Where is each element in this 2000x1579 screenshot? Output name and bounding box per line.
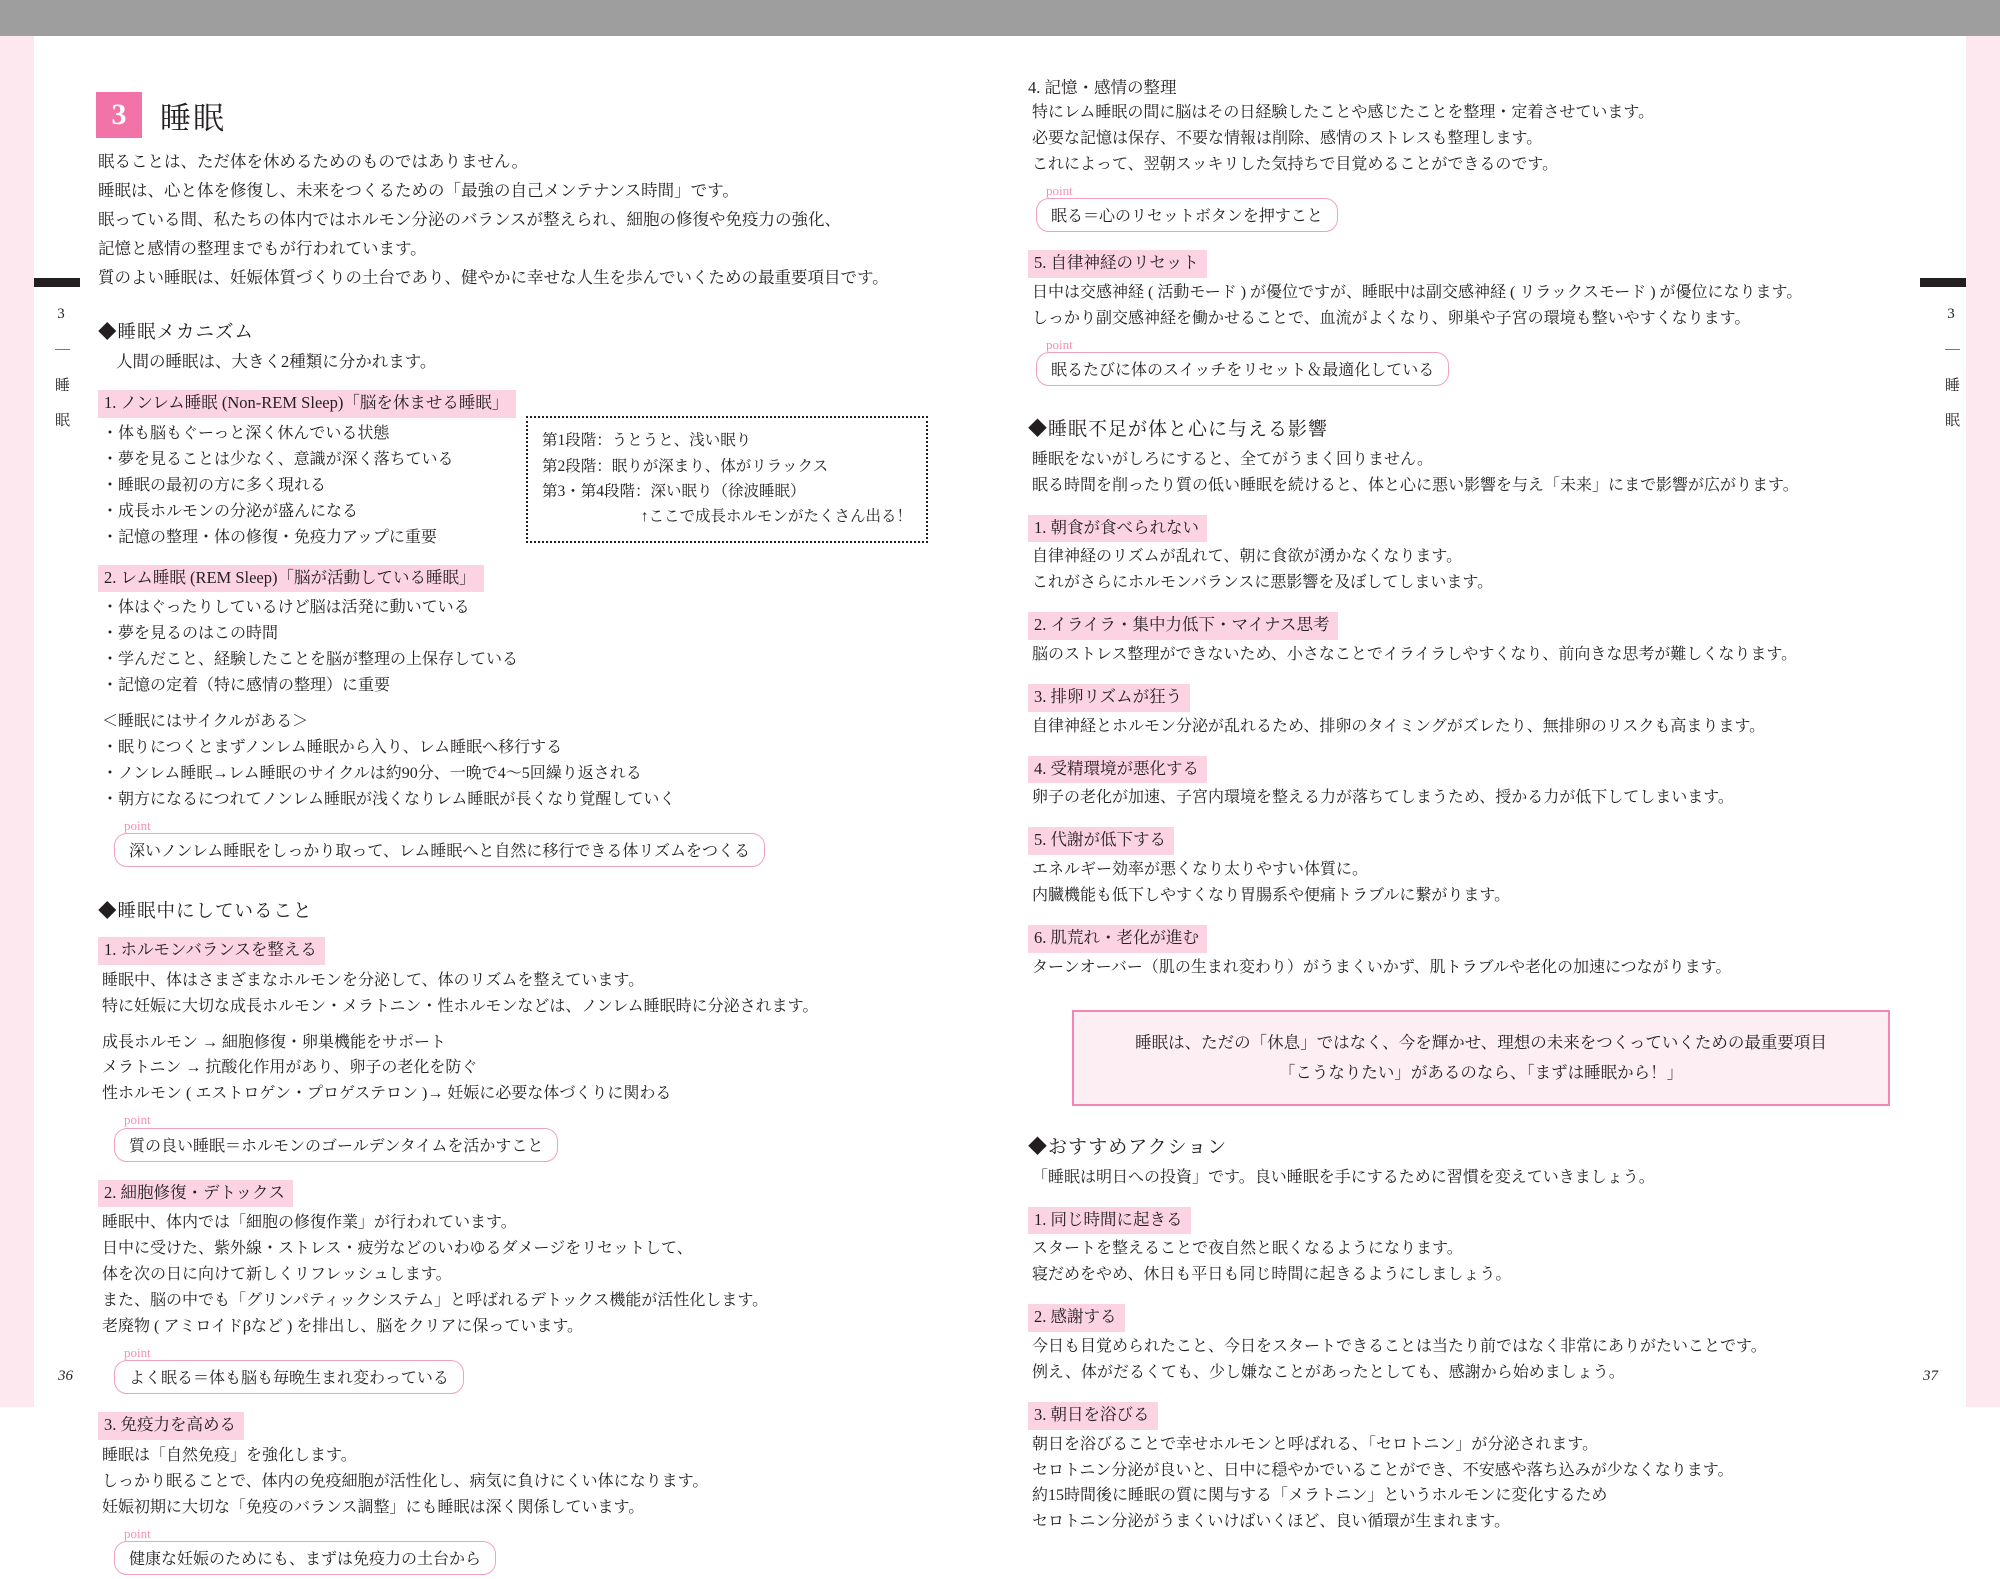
lead-line: 睡眠は、心と体を修復し、未来をつくるための「最強の自己メンテナンス時間」です。 — [98, 180, 739, 200]
section-autonomic — [1028, 250, 1920, 388]
point-text: よく眠る＝体も脳も毎晩生まれ変わっている — [114, 1360, 464, 1394]
text-line: 体を次の日に向けて新しくリフレッシュします。 — [102, 1266, 452, 1284]
cycle-block — [102, 709, 964, 813]
chapter-heading — [96, 92, 964, 138]
text-line: 睡眠は「自然免疫」を強化します。 — [102, 1446, 357, 1464]
right-page-tab: 3 ｜ 睡 眠 — [1943, 306, 1959, 429]
text-line: しっかり副交感神経を働かせることで、血流がよくなり、卵巣や子宮の環境も整いやすくなります。 — [1032, 309, 1751, 327]
text-line: 例え、体がだるくても、少し嫌なことがあったとしても、感謝から始めましょう。 — [1032, 1363, 1625, 1381]
point-callout — [114, 1527, 496, 1575]
subheading-detox-wrap — [98, 1180, 964, 1208]
bullet: ・朝方になるにつれてノンレム睡眠が浅くなりレム睡眠が長くなり覚醒していく — [102, 790, 676, 808]
text-line: また、脳の中でも「グリンパティックシステム」と呼ばれるデトックス機能が活性化します。 — [102, 1292, 769, 1310]
text-line: 老廃物 ( アミロイドβなど ) を排出し、脳をクリアに保っています。 — [102, 1317, 584, 1335]
text-line: 卵子の老化が加速、子宮内環境を整える力が落ちてしまうため、授かる力が低下してしまいます。 — [1032, 789, 1734, 807]
subheading-lack-5: 5. 代謝が低下する — [1028, 827, 1174, 855]
action-intro — [1032, 1165, 1920, 1191]
text-line: 必要な記憶は保存、不要な情報は削除、感情のストレスも整理します。 — [1032, 129, 1543, 147]
text-line: 内臓機能も低下しやすくなり胃腸系や便痛トラブルに繋がります。 — [1032, 886, 1511, 904]
lack-item — [1028, 925, 1920, 981]
point-callout — [1036, 338, 1449, 386]
subheading-rem: 2. レム睡眠 (REM Sleep)「脳が活動している睡眠」 — [98, 565, 484, 593]
text-line: 日中は交感神経 ( 活動モード ) が優位ですが、睡眠中は副交感神経 ( リラックスモード ) が優位になります。 — [1032, 283, 1803, 301]
text-line: 特にレム睡眠の間に脳はその日経験したことや感じたことを整理・定着させています。 — [1032, 104, 1655, 121]
left-page-tab: 3 ｜ 睡 眠 — [53, 306, 69, 429]
text-line: 性ホルモン ( エストロゲン・プロゲステロン )→ 妊娠に必要な体づくりに関わる — [102, 1085, 672, 1103]
left-page — [34, 36, 1000, 1568]
text-line: これがさらにホルモンバランスに悪影響を及ぼしてしまいます。 — [1032, 574, 1494, 592]
bullet: ・記憶の定着（特に感情の整理）に重要 — [102, 677, 391, 695]
highlight-box — [1072, 1010, 1890, 1105]
section-heading-mechanism: ◆睡眠メカニズム — [98, 323, 255, 344]
bullet: ・記憶の整理・体の修復・免疫力アップに重要 — [102, 528, 437, 546]
stage-line: 第3・第4段階：深い眠り（徐波睡眠） — [542, 482, 806, 500]
detox-lines — [102, 1210, 964, 1340]
point-label: point — [124, 1344, 151, 1360]
subheading-detox: 2. 細胞修復・デトックス — [98, 1180, 293, 1208]
subheading-immunity: 3. 免疫力を高める — [98, 1412, 244, 1440]
subheading-autonomic-wrap — [1028, 250, 1920, 278]
text-line: 睡眠をないがしろにすると、全てがうまく回りません。 — [1032, 450, 1433, 468]
lack-6-lines — [1032, 955, 1920, 981]
bullet: ・眠りにつくとまずノンレム睡眠から入り、レム睡眠へ移行する — [102, 738, 563, 756]
text-line: しっかり眠ることで、体内の免疫細胞が活性化し、病気に負けにくい体になります。 — [102, 1472, 709, 1490]
section-heading-during: ◆睡眠中にしていること — [98, 902, 313, 922]
subheading-nonrem-wrap — [98, 390, 964, 418]
text-line: 今日も目覚められたこと、今日をスタートできることは当たり前ではなく非常にありがたいことです。 — [1032, 1338, 1767, 1356]
cycle-title: ＜睡眠にはサイクルがある＞ — [102, 713, 309, 731]
lack-3-lines — [1032, 714, 1920, 740]
subheading-autonomic: 5. 自律神経のリセット — [1028, 250, 1207, 278]
text-line: 寝だめをやめ、休日も平日も同じ時間に起きるようにしましょう。 — [1032, 1266, 1512, 1284]
lack-item — [1028, 684, 1920, 740]
hormone-extra-lines — [102, 1030, 964, 1108]
bullet: ・夢を見るのはこの時間 — [102, 625, 279, 643]
right-page — [1000, 36, 1966, 1531]
subheading-immunity-wrap — [98, 1412, 964, 1440]
section-sub-mechanism: 人間の睡眠は、大きく2種類に分かれます。 — [116, 352, 437, 372]
lack-2-lines — [1032, 642, 1920, 668]
subheading-hormone-wrap — [98, 937, 964, 965]
subheading-action-3: 3. 朝日を浴びる — [1028, 1402, 1158, 1430]
right-tab-bar — [1920, 278, 1966, 287]
lack-4-lines — [1032, 785, 1920, 811]
stage-line: 第2段階：眠りが深まり、体がリラックス — [542, 457, 829, 475]
lead-line: 眠ることは、ただ体を休めるためのものではありません。 — [98, 152, 528, 171]
text-line: メラトニン → 抗酸化作用があり、卵子の老化を防ぐ — [102, 1059, 478, 1077]
lack-item — [1028, 756, 1920, 812]
text-line: 睡眠中、体内では「細胞の修復作業」が行われています。 — [102, 1214, 517, 1232]
memory-lines — [1032, 100, 1920, 178]
text-line: 日中に受けた、紫外線・ストレス・疲労などのいわゆるダメージをリセットして、 — [102, 1240, 693, 1258]
point-text: 質の良い睡眠＝ホルモンのゴールデンタイムを活かすこと — [114, 1128, 558, 1162]
lead-line: 質のよい睡眠は、妊娠体質づくりの土台であり、健やかに幸せな人生を歩んでいくための最重要項目です。 — [98, 267, 889, 287]
text-line: 眠る時間を削ったり質の低い睡眠を続けると、体と心に悪い影響を与え「未来」にまで影響が広がります。 — [1032, 476, 1799, 494]
action-1-lines — [1032, 1236, 1920, 1288]
page-number-left: 36 — [58, 1368, 73, 1384]
page-number-right: 37 — [1923, 1368, 1938, 1384]
highlight-line: 睡眠は、ただの「休息」ではなく、今を輝かせ、理想の未来をつくっていくための最重要項目 — [1135, 1033, 1827, 1053]
immunity-lines — [102, 1443, 964, 1521]
text-line: ターンオーバー（肌の生まれ変わり）がうまくいかず、肌トラブルや老化の加速につながります。 — [1032, 958, 1732, 976]
lack-item — [1028, 515, 1920, 597]
text-line: 特に妊娠に大切な成長ホルモン・メラトニン・性ホルモンなどは、ノンレム睡眠時に分泌されます。 — [102, 997, 819, 1015]
point-callout — [114, 1346, 464, 1394]
text-line: セロトニン分泌が良いと、日中に穏やかでいることができ、不安感や落ち込みが少なくなります。 — [1032, 1461, 1734, 1479]
text-line: スタートを整えることで夜自然と眠くなるようになります。 — [1032, 1240, 1463, 1258]
left-tab-bar — [34, 278, 80, 287]
point-label: point — [1046, 336, 1073, 352]
chapter-title: 睡眠 — [160, 100, 226, 136]
subheading-action-2: 2. 感謝する — [1028, 1304, 1125, 1332]
hormone-lines — [102, 968, 964, 1020]
lack-intro — [1032, 447, 1920, 499]
bullet: ・睡眠の最初の方に多く現れる — [102, 476, 327, 494]
text-line: 睡眠中、体はさまざまなホルモンを分泌して、体のリズムを整えています。 — [102, 971, 645, 989]
lead-paragraph — [98, 148, 964, 292]
lead-line: 記憶と感情の整理までもが行われています。 — [98, 238, 427, 258]
action-item — [1028, 1207, 1920, 1289]
text-line: 約15時間後に睡眠の質に関与する「メラトニン」というホルモンに変化するため — [1032, 1487, 1608, 1505]
text-line: セロトニン分泌がうまくいけばいくほど、良い循環が生まれます。 — [1032, 1513, 1511, 1531]
subheading-nonrem: 1. ノンレム睡眠 (Non-REM Sleep)「脳を休ませる睡眠」 — [98, 390, 516, 418]
autonomic-lines — [1032, 280, 1920, 332]
bullet: ・体はぐったりしているけど脳は活発に動いている — [102, 599, 470, 617]
action-item — [1028, 1304, 1920, 1386]
lack-5-lines — [1032, 857, 1920, 909]
bullet: ・成長ホルモンの分泌が盛んになる — [102, 502, 359, 520]
action-item — [1028, 1402, 1920, 1535]
point-text: 眠るたびに体のスイッチをリセット＆最適化している — [1036, 352, 1449, 386]
text-line: 自律神経のリズムが乱れて、朝に食欲が湧かなくなります。 — [1032, 548, 1463, 566]
text-line: 脳のストレス整理ができないため、小さなことでイライラしやすくなり、前向きな思考が難しくなります。 — [1032, 646, 1798, 663]
text-line: エネルギー効率が悪くなり太りやすい体質に。 — [1032, 860, 1369, 878]
subheading-memory: 4. 記憶・感情の整理 — [1028, 78, 1177, 97]
text-line: 妊娠初期に大切な「免疫のバランス調整」にも睡眠は深く関係しています。 — [102, 1498, 645, 1516]
subheading-lack-1: 1. 朝食が食べられない — [1028, 515, 1207, 543]
text-line: 朝日を浴びることで幸せホルモンと呼ばれる、「セロトニン」が分泌されます。 — [1032, 1435, 1599, 1453]
top-gray-bar — [0, 0, 2000, 36]
point-text: 眠る＝心のリセットボタンを押すこと — [1036, 198, 1338, 232]
subheading-action-1: 1. 同じ時間に起きる — [1028, 1207, 1191, 1235]
point-label: point — [124, 1112, 151, 1128]
subheading-lack-2: 2. イライラ・集中力低下・マイナス思考 — [1028, 612, 1338, 640]
bullet: ・夢を見ることは少なく、意識が深く落ちている — [102, 451, 454, 469]
point-text: 健康な妊娠のためにも、まずは免疫力の土台から — [114, 1541, 496, 1575]
subheading-lack-4: 4. 受精環境が悪化する — [1028, 756, 1207, 784]
action-3-lines — [1032, 1432, 1920, 1536]
highlight-line: 「こうなりたい」があるのなら、「まずは睡眠から！」 — [1278, 1063, 1684, 1083]
lack-1-lines — [1032, 544, 1920, 596]
stage-line: 第1段階：うとうと、浅い眠り — [542, 432, 752, 450]
section-heading-lack: ◆睡眠不足が体と心に与える影響 — [1028, 418, 1329, 440]
page-spread — [34, 36, 1966, 1568]
text-line: 「睡眠は明日への投資」です。良い睡眠を手にするために習慣を変えていきましょう。 — [1032, 1168, 1655, 1186]
bullet: ・学んだこと、経験したことを脳が整理の上保存している — [102, 651, 519, 669]
bullet: ・ノンレム睡眠→レム睡眠のサイクルは約90分、一晩で4〜5回繰り返される — [102, 764, 642, 782]
point-callout — [114, 819, 765, 867]
text-line: 成長ホルモン → 細胞修復・卵巣機能をサポート — [102, 1033, 447, 1051]
section-heading-action: ◆おすすめアクション — [1028, 1136, 1228, 1158]
text-line: これによって、翌朝スッキリした気持ちで目覚めることができるのです。 — [1032, 155, 1559, 173]
section-memory — [1028, 74, 1920, 234]
stage-note: ↑ここで成長ホルモンがたくさん出る！ — [640, 507, 912, 525]
bullet: ・体も脳もぐーっと深く休んでいる状態 — [102, 425, 390, 443]
lack-item — [1028, 612, 1920, 668]
lack-item — [1028, 827, 1920, 909]
action-2-lines — [1032, 1334, 1920, 1386]
point-callout — [114, 1113, 558, 1161]
point-callout — [1036, 184, 1338, 232]
subheading-lack-3: 3. 排卵リズムが狂う — [1028, 684, 1190, 712]
text-line: 自律神経とホルモン分泌が乱れるため、排卵のタイミングがズレたり、無排卵のリスクも高まります。 — [1032, 717, 1766, 735]
subheading-rem-wrap — [98, 565, 964, 593]
sleep-stages-box — [526, 416, 928, 542]
rem-bullets — [102, 595, 964, 699]
subheading-lack-6: 6. 肌荒れ・老化が進む — [1028, 925, 1207, 953]
point-text: 深いノンレム睡眠をしっかり取って、レム睡眠へと自然に移行できる体リズムをつくる — [114, 833, 765, 867]
point-label: point — [124, 1525, 151, 1541]
point-label: point — [124, 817, 151, 833]
point-label: point — [1046, 182, 1073, 198]
chapter-number: 3 — [96, 92, 142, 138]
lead-line: 眠っている間、私たちの体内ではホルモン分泌のバランスが整えられ、細胞の修復や免疫力の強化、 — [98, 209, 841, 229]
subheading-hormone: 1. ホルモンバランスを整える — [98, 937, 325, 965]
